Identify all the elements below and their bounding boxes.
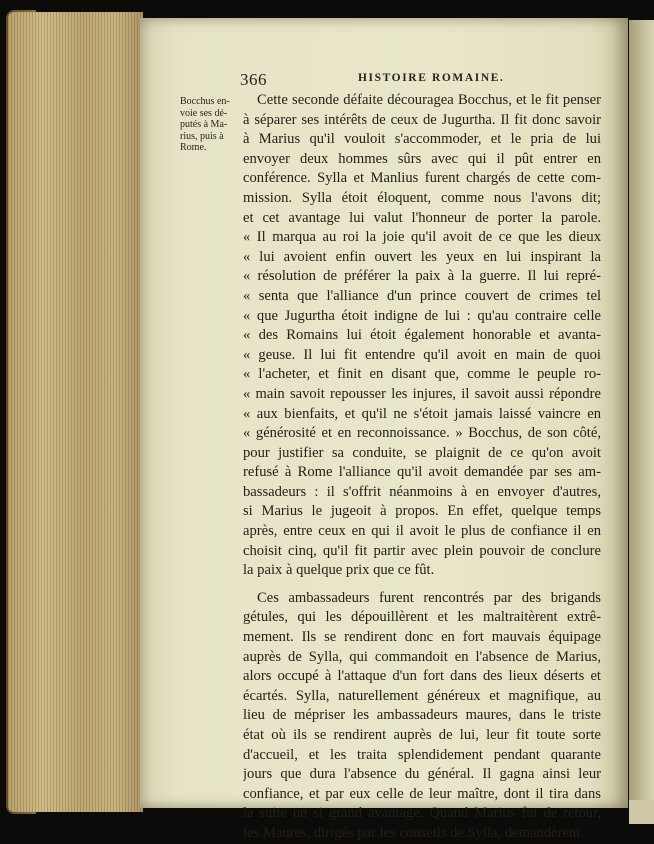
marginal-note-line: Rome.: [180, 142, 207, 153]
text-line: mement. Ils se rendirent donc en fort mauvais équipage: [243, 629, 601, 646]
text-line: gétules, qui les dépouillèrent et les maltraitèrent extrê-: [243, 609, 601, 626]
text-line: à Marius qu'il vouloit s'accommoder, et le pria de lui: [243, 131, 601, 148]
text-line: mission. Sylla étoit éloquent, comme nous l'avons dit;: [243, 189, 601, 206]
text-line: Cette seconde défaite découragea Bocchus, et le fit penser: [257, 92, 601, 108]
marginal-note-line: putés à Ma-: [180, 119, 228, 130]
facing-page-edge: [629, 20, 654, 800]
page-number: 366: [240, 70, 267, 89]
marginal-note-line: Bocchus en-: [180, 96, 230, 107]
text-line: pour justifier sa conduite, se plaignit de ce qu'on avoit: [243, 444, 601, 461]
text-line: et cet avantage lui valut l'honneur de porter la parole.: [243, 209, 601, 226]
text-line: conférence. Sylla et Manlius furent chargés de cette com-: [243, 170, 601, 187]
text-line: « résolution de préférer la paix à la guerre. Il lui repré-: [243, 268, 601, 285]
text-line: d'accueil, et les traita splendidement pendant quarante: [243, 746, 601, 763]
text-line: la paix à quelque prix que ce fût.: [243, 562, 435, 579]
text-line: état où ils se rendirent auprès de lui, leur fit toute sorte: [243, 727, 601, 743]
facing-page-corner: [629, 800, 654, 824]
book-page-edges: [8, 12, 143, 812]
text-line: « senta que l'alliance d'un prince couvert de crimes tel: [243, 287, 601, 304]
text-line: « lui avoient enfin ouvert les yeux en lui inspirant la: [243, 248, 601, 265]
paragraph: [243, 91, 601, 581]
text-line: les Maures, dirigés par les conseils de Sylla, demandèrent: [243, 824, 581, 841]
text-line: jours que dura l'absence du général. Il gagna ainsi leur: [243, 766, 601, 783]
text-line: bassadeurs : il s'offrit néanmoins à en envoyer d'autres,: [243, 483, 601, 500]
text-line: confiance, et par eux celle de leur maître, dont il tira dans: [243, 785, 601, 802]
text-line: Ces ambassadeurs furent rencontrés par des brigands: [257, 589, 601, 606]
text-line: envoyer deux hommes sûrs avec qui il pût entrer en: [243, 150, 601, 167]
text-line: « que Jugurtha étoit indigne de lui : qu'au contraire celle: [243, 307, 601, 324]
text-line: « geuse. Il lui fit entendre qu'il avoit en main de quoi: [243, 346, 601, 363]
marginal-note-line: rius, puis à: [180, 130, 224, 142]
running-header: [240, 70, 600, 90]
marginal-note: [180, 96, 240, 154]
text-line: choisit cinq, qu'il fit partir avec plein pouvoir de conclure: [243, 542, 601, 559]
text-line: « générosité et en reconnoissance. » Bocchus, de son côté,: [243, 425, 601, 442]
text-line: refusé à Rome l'alliance qu'il avoit demandée par ses am-: [243, 464, 601, 481]
text-line: auprès de Sylla, qui commandoit en l'absence de Marius,: [243, 648, 601, 665]
text-line: alors occupé à l'attaque d'un fort dans des lieux déserts et: [243, 668, 601, 685]
text-line: à séparer ses intérêts de ceux de Jugurtha. Il fit donc savoir: [243, 111, 601, 128]
running-title: HISTOIRE ROMAINE.: [358, 72, 505, 84]
text-line: « Il marqua au roi la joie qu'il avoit de ce que les dieux: [243, 229, 601, 246]
text-line: si Marius le jugeoit à propos. En effet, quelque temps: [243, 503, 601, 520]
paragraph: [243, 589, 601, 844]
paragraph-gap: [243, 581, 601, 589]
text-line: « aux bienfaits, et qu'il ne s'étoit jamais laissé vaincre en: [243, 405, 601, 422]
text-line: « des Romains lui étoit également honorable et avanta-: [243, 327, 601, 344]
text-line: « l'acheter, et finit en disant que, comme le peuple ro-: [243, 366, 601, 383]
text-line: la suite un si grand avantage. Quand Marius fut de retour,: [243, 805, 601, 822]
marginal-note-line: voie ses dé-: [180, 107, 228, 119]
text-line: après, entre ceux en qui il avoit le plus de confiance il en: [243, 523, 601, 540]
text-line: écartés. Sylla, naturellement généreux et magnifique, au: [243, 687, 601, 704]
text-line: lieu de mépriser les ambassadeurs maures, dans le triste: [243, 707, 601, 724]
text-line: « main savoit repousser les injures, il savoit aussi répondre: [243, 385, 601, 402]
body-text: [243, 91, 601, 844]
